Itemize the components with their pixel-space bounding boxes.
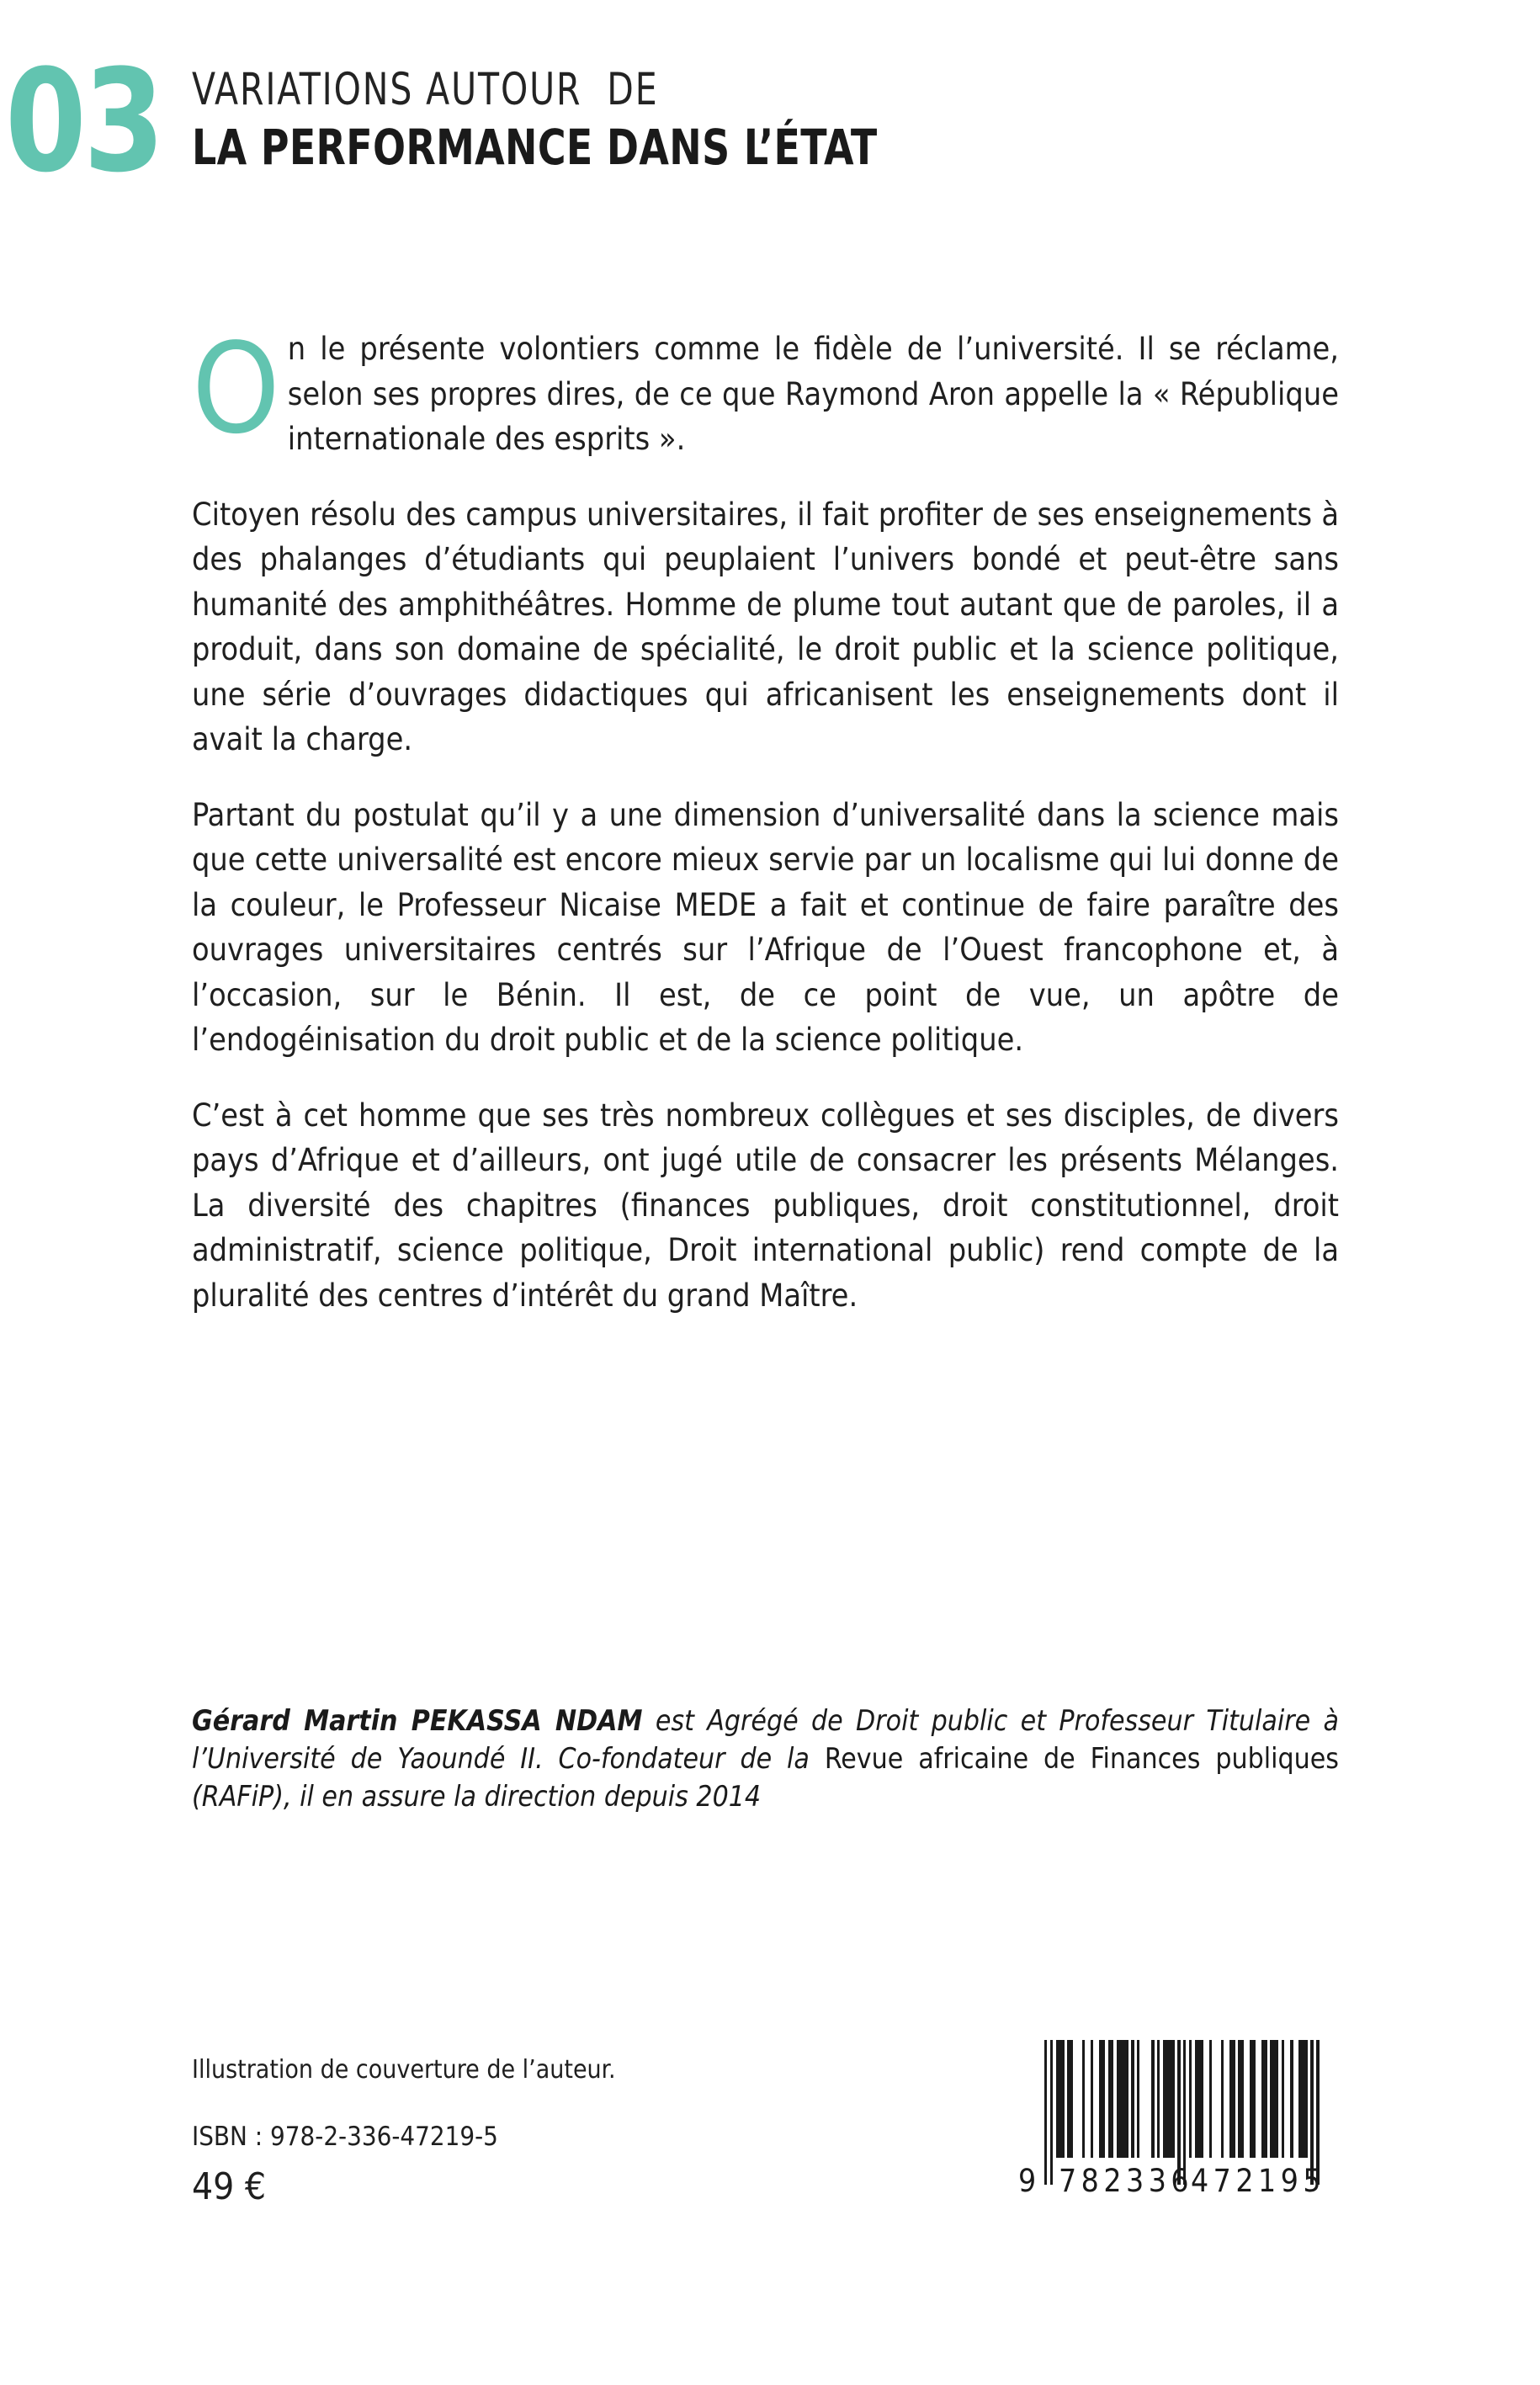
blurb-paragraph-1: On le présente volontiers comme le fidèle de l’université. Il se réclame, selon ses propres dires, de ce que Raymond Aron appelle la « République internationale des esprits ». [192, 316, 1339, 461]
author-bio-italic-2: (RAFiP), il en assure la direction depuis 2014 [192, 1780, 762, 1813]
barcode-digits [1018, 2163, 1334, 2200]
author-name: Gérard Martin PEKASSA NDAM [192, 1704, 643, 1737]
cover-illustration-credit: Illustration de couverture de l’auteur. [192, 2055, 616, 2085]
blurb-paragraph-2: Citoyen résolu des campus universitaires, il fait profiter de ses enseignements à des phalanges d’étudiants qui peuplaient l’univers bondé et peut-être sans humanité des amphithéâtres. Homme de plume tout autant que de paroles, il a produit, dans son domaine de spécialité, le droit public et la science politique, une série d’ouvrages didactiques qui africanisent les enseignements dont il avait la charge. [192, 495, 1339, 757]
price-text: 49 € [192, 2165, 267, 2209]
series-number: 03 [5, 39, 162, 204]
author-bio [192, 1702, 1339, 1815]
ean13-barcode [1018, 2040, 1334, 2223]
blurb-paragraph-3: Partant du postulat qu’il y a une dimension d’universalité dans la science mais que cette universalité est encore mieux servie par un localisme qui lui donne de la couleur, le Professeur Nicaise MEDE a fait et continue de faire paraître des ouvrages universitaires centrés sur l’Afrique de l’Ouest francophone et, à l’occasion, sur le Bénin. Il est, de ce point de vue, un apôtre de l’endogéinisation du droit public et de la science politique. [192, 795, 1339, 1058]
isbn-text: ISBN : 978-2-336-47219-5 [192, 2122, 498, 2152]
cover-header [0, 39, 1540, 226]
blurb-body [192, 316, 1339, 1347]
author-bio-journal-title: Revue africaine de Finances publiques [824, 1742, 1339, 1775]
title-line-secondary: LA PERFORMANCE DANS L’ÉTAT [192, 119, 878, 177]
barcode-lead-digit: 9 [1018, 2163, 1038, 2199]
blurb-paragraph-4: C’est à cet homme que ses très nombreux collègues et ses disciples, de divers pays d’Afrique et d’ailleurs, ont jugé utile de consacrer les présents Mélanges. La diversité des chapitres (finances publiques, droit constitutionnel, droit administratif, science politique, Droit international public) rend compte de la pluralité des centres d’intérêt du grand Maître. [192, 1096, 1339, 1314]
author-bio-italic-1: est Agrégé de Droit public et Professeur Titulaire à l’Université de Yaoundé II. Co-fondateur de la [192, 1704, 1339, 1775]
title-line-primary: VARIATIONS AUTOUR DE [192, 64, 659, 115]
barcode-left-digits: 782336 [1059, 2163, 1194, 2199]
page-title [192, 66, 1353, 175]
barcode-right-digits: 472195 [1191, 2163, 1326, 2199]
